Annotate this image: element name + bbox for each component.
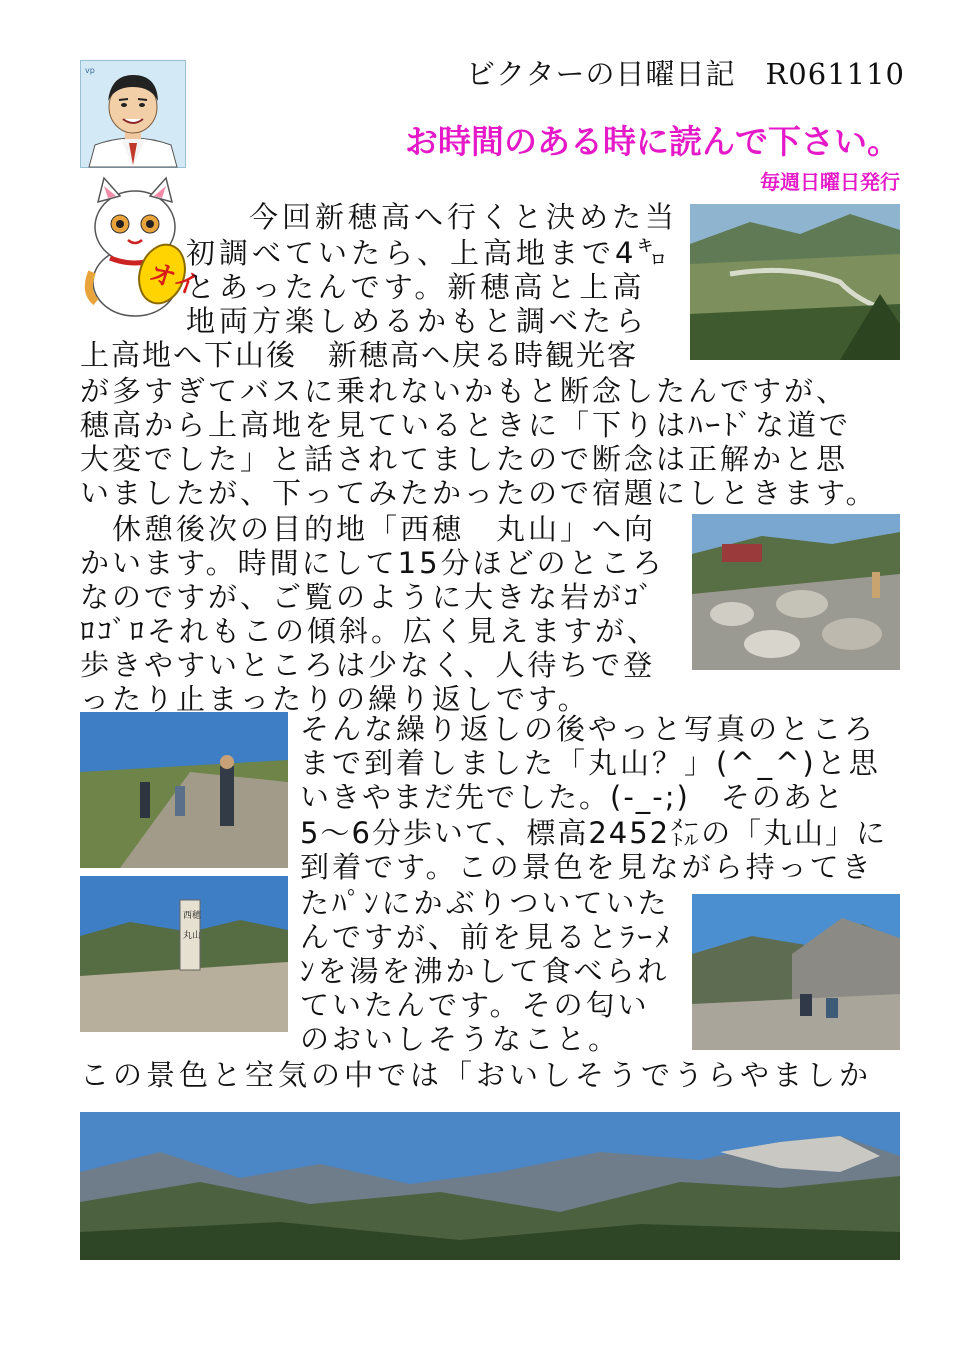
body-line: そんな繰り返しの後やっと写真のところ bbox=[300, 712, 877, 746]
body-line: 休憩後次の目的地「西穂 丸山」へ向 bbox=[80, 512, 657, 546]
issue-note: 毎週日曜日発行 bbox=[760, 170, 900, 194]
body-line: いきやまだ先でした。(-_-;) そのあと bbox=[300, 780, 845, 814]
signpost-label: 西穂 bbox=[183, 911, 202, 921]
body-line: なのですが、ご覧のように大きな岩がｺﾞ bbox=[80, 580, 657, 614]
body-line: 5～6分歩いて、標高2452㍍の「丸山」に bbox=[300, 816, 888, 850]
body-line: たﾊﾟﾝにかぶりついていた bbox=[300, 886, 670, 920]
page-subtitle: お時間のある時に読んで下さい。 bbox=[405, 122, 900, 161]
body-line: が多すぎてバスに乗れないかもと断念したんですが、 bbox=[80, 374, 849, 408]
body-line: ﾛｺﾞﾛそれもこの傾斜。広く見えますが、 bbox=[80, 614, 660, 648]
body-line: のおいしそうなこと。 bbox=[300, 1022, 621, 1056]
body-line: 今回新穂高へ行くと決めた当 bbox=[216, 200, 679, 234]
svg-text:丸山: 丸山 bbox=[183, 931, 202, 941]
body-line: ﾝを湯を沸かして食べられ bbox=[300, 954, 670, 988]
body-line: 到着です。この景色を見ながら持ってき bbox=[300, 850, 874, 884]
rocky-slope-photo bbox=[692, 514, 900, 670]
body-line: 上高地へ下山後 新穂高へ戻る時観光客 bbox=[80, 338, 639, 372]
body-line: 穂高から上高地を見ているときに「下りはﾊｰﾄﾞな道で bbox=[80, 408, 852, 442]
body-line: いましたが、下ってみたかったので宿題にしときます。 bbox=[80, 476, 878, 510]
valley-photo bbox=[690, 204, 900, 360]
page-title: ビクターの日曜日記 R061110 bbox=[466, 57, 905, 91]
body-line: ていたんです。その匂い bbox=[300, 988, 650, 1022]
body-line: この景色と空気の中では「おいしそうでうらやましか bbox=[80, 1058, 873, 1092]
body-line: 初調べていたら、上高地まで4㌔ bbox=[186, 236, 671, 270]
lucky-cat-icon bbox=[80, 172, 203, 320]
summit-rest-photo bbox=[692, 894, 900, 1050]
body-line: 地両方楽しめるかもと調べたら bbox=[186, 304, 649, 338]
body-line: まで到着しました「丸山？」(^_^)と思 bbox=[300, 746, 881, 780]
panorama-photo bbox=[80, 1112, 900, 1260]
avatar bbox=[80, 60, 186, 168]
body-line: とあったんです。新穂高と上高 bbox=[186, 270, 646, 304]
hikers-photo bbox=[80, 712, 288, 868]
body-line: 歩きやすいところは少なく、人待ちで登 bbox=[80, 648, 656, 682]
body-line: んですが、前を見るとﾗｰﾒ bbox=[300, 920, 673, 954]
svg-text:vp: vp bbox=[85, 66, 95, 75]
body-line: かいます。時間にして15分ほどのところ bbox=[80, 546, 665, 580]
body-line: 大変でした」と話されてましたので断念は正解かと思 bbox=[80, 442, 849, 476]
body-line: ったり止まったりの繰り返しです。 bbox=[80, 682, 590, 716]
lucky-cat-badge: オイ bbox=[145, 257, 203, 303]
summit-marker-photo bbox=[80, 876, 288, 1032]
